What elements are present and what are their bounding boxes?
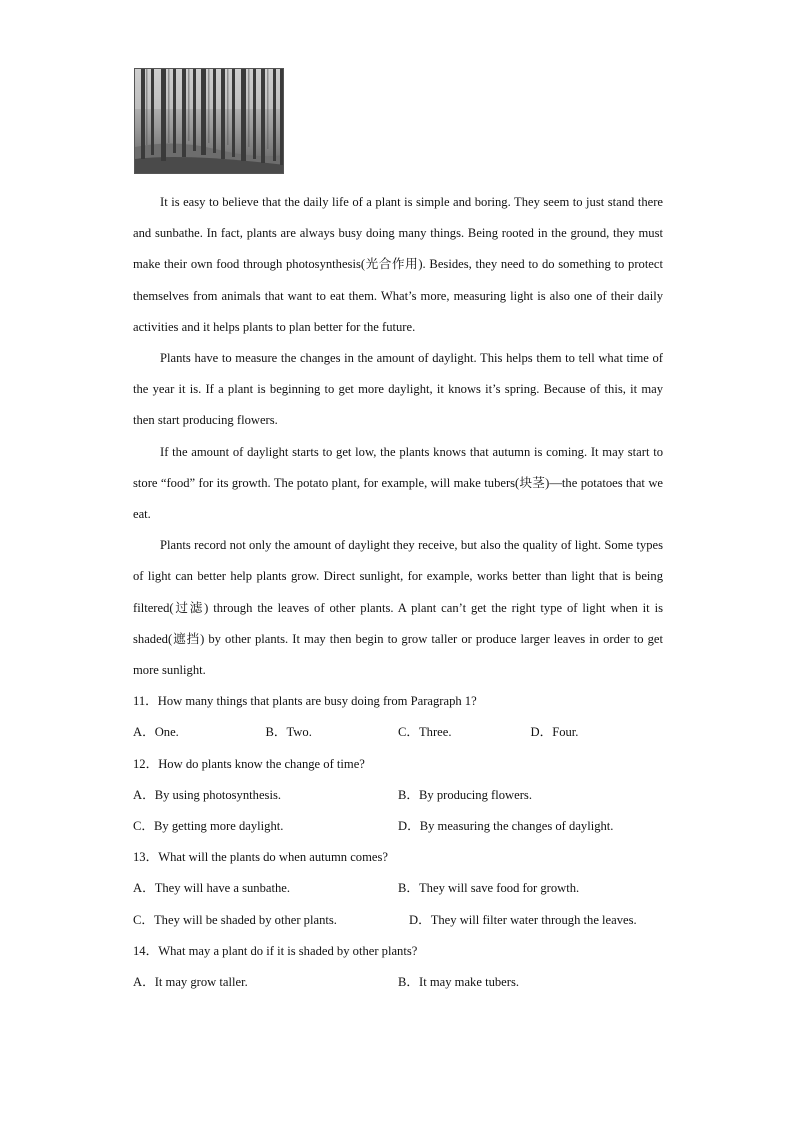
option-a: A．One.	[133, 725, 179, 740]
option-a: A．They will have a sunbathe.	[133, 881, 291, 896]
passage-paragraph-2: Plants have to measure the changes in the amount of daylight. This helps them to tell what time of the year it is. If a plant is beginning to get more daylight, it knows it’s spring. Because of this, it may then start producing flowers.	[133, 351, 663, 428]
question-13-options-row-1	[133, 873, 663, 904]
question-13-options-row-2	[133, 905, 663, 936]
option-d: D．By measuring the changes of daylight.	[398, 819, 614, 834]
forest-photo	[134, 68, 284, 174]
question-14-stem: 14．What may a plant do if it is shaded by other plants?	[133, 943, 418, 958]
question-13-stem: 13．What will the plants do when autumn comes?	[133, 850, 388, 865]
passage-paragraph-1: It is easy to believe that the daily life of a plant is simple and boring. They seem to just stand there and sunbathe. In fact, plants are always busy doing many things. Being rooted in the ground, they must make their own food through photosynthesis(光合作用). Besides, they need to do something to protect themselves from animals that want to eat them. What’s more, measuring light is also one of their daily activities and it helps plants to plan better for the future.	[133, 195, 663, 334]
question-12-stem: 12．How do plants know the change of time?	[133, 756, 365, 771]
option-d: D．Four.	[530, 725, 579, 740]
option-c: C．By getting more daylight.	[133, 819, 284, 834]
option-a: A．By using photosynthesis.	[133, 787, 281, 802]
reading-content	[133, 187, 663, 998]
option-c: C．They will be shaded by other plants.	[133, 912, 337, 927]
question-14-options	[133, 967, 663, 998]
option-b: B．It may make tubers.	[398, 975, 520, 990]
question-12-options-row-2	[133, 811, 663, 842]
option-b: B．They will save food for growth.	[398, 881, 580, 896]
option-b: B．By producing flowers.	[398, 787, 532, 802]
question-11-stem: 11．How many things that plants are busy doing from Paragraph 1?	[133, 694, 477, 709]
question-12-options-row-1	[133, 780, 663, 811]
option-d: D．They will filter water through the leaves.	[409, 912, 637, 927]
passage-paragraph-3: If the amount of daylight starts to get low, the plants knows that autumn is coming. It may start to store “food” for its growth. The potato plant, for example, will make tubers(块茎)—the potatoes that we eat.	[133, 444, 663, 522]
question-11-options	[133, 717, 663, 748]
option-b: B．Two.	[265, 725, 312, 740]
option-a: A．It may grow taller.	[133, 975, 248, 990]
passage-paragraph-4: Plants record not only the amount of daylight they receive, but also the quality of light. Some types of light can better help plants grow. Direct sunlight, for example, works better than light that is being filtered(过滤) through the leaves of other plants. A plant can’t get the right type of light when it is shaded(遮挡) by other plants. It may then begin to grow taller or produce larger leaves in order to get more sunlight.	[133, 538, 663, 678]
option-c: C．Three.	[398, 725, 452, 740]
